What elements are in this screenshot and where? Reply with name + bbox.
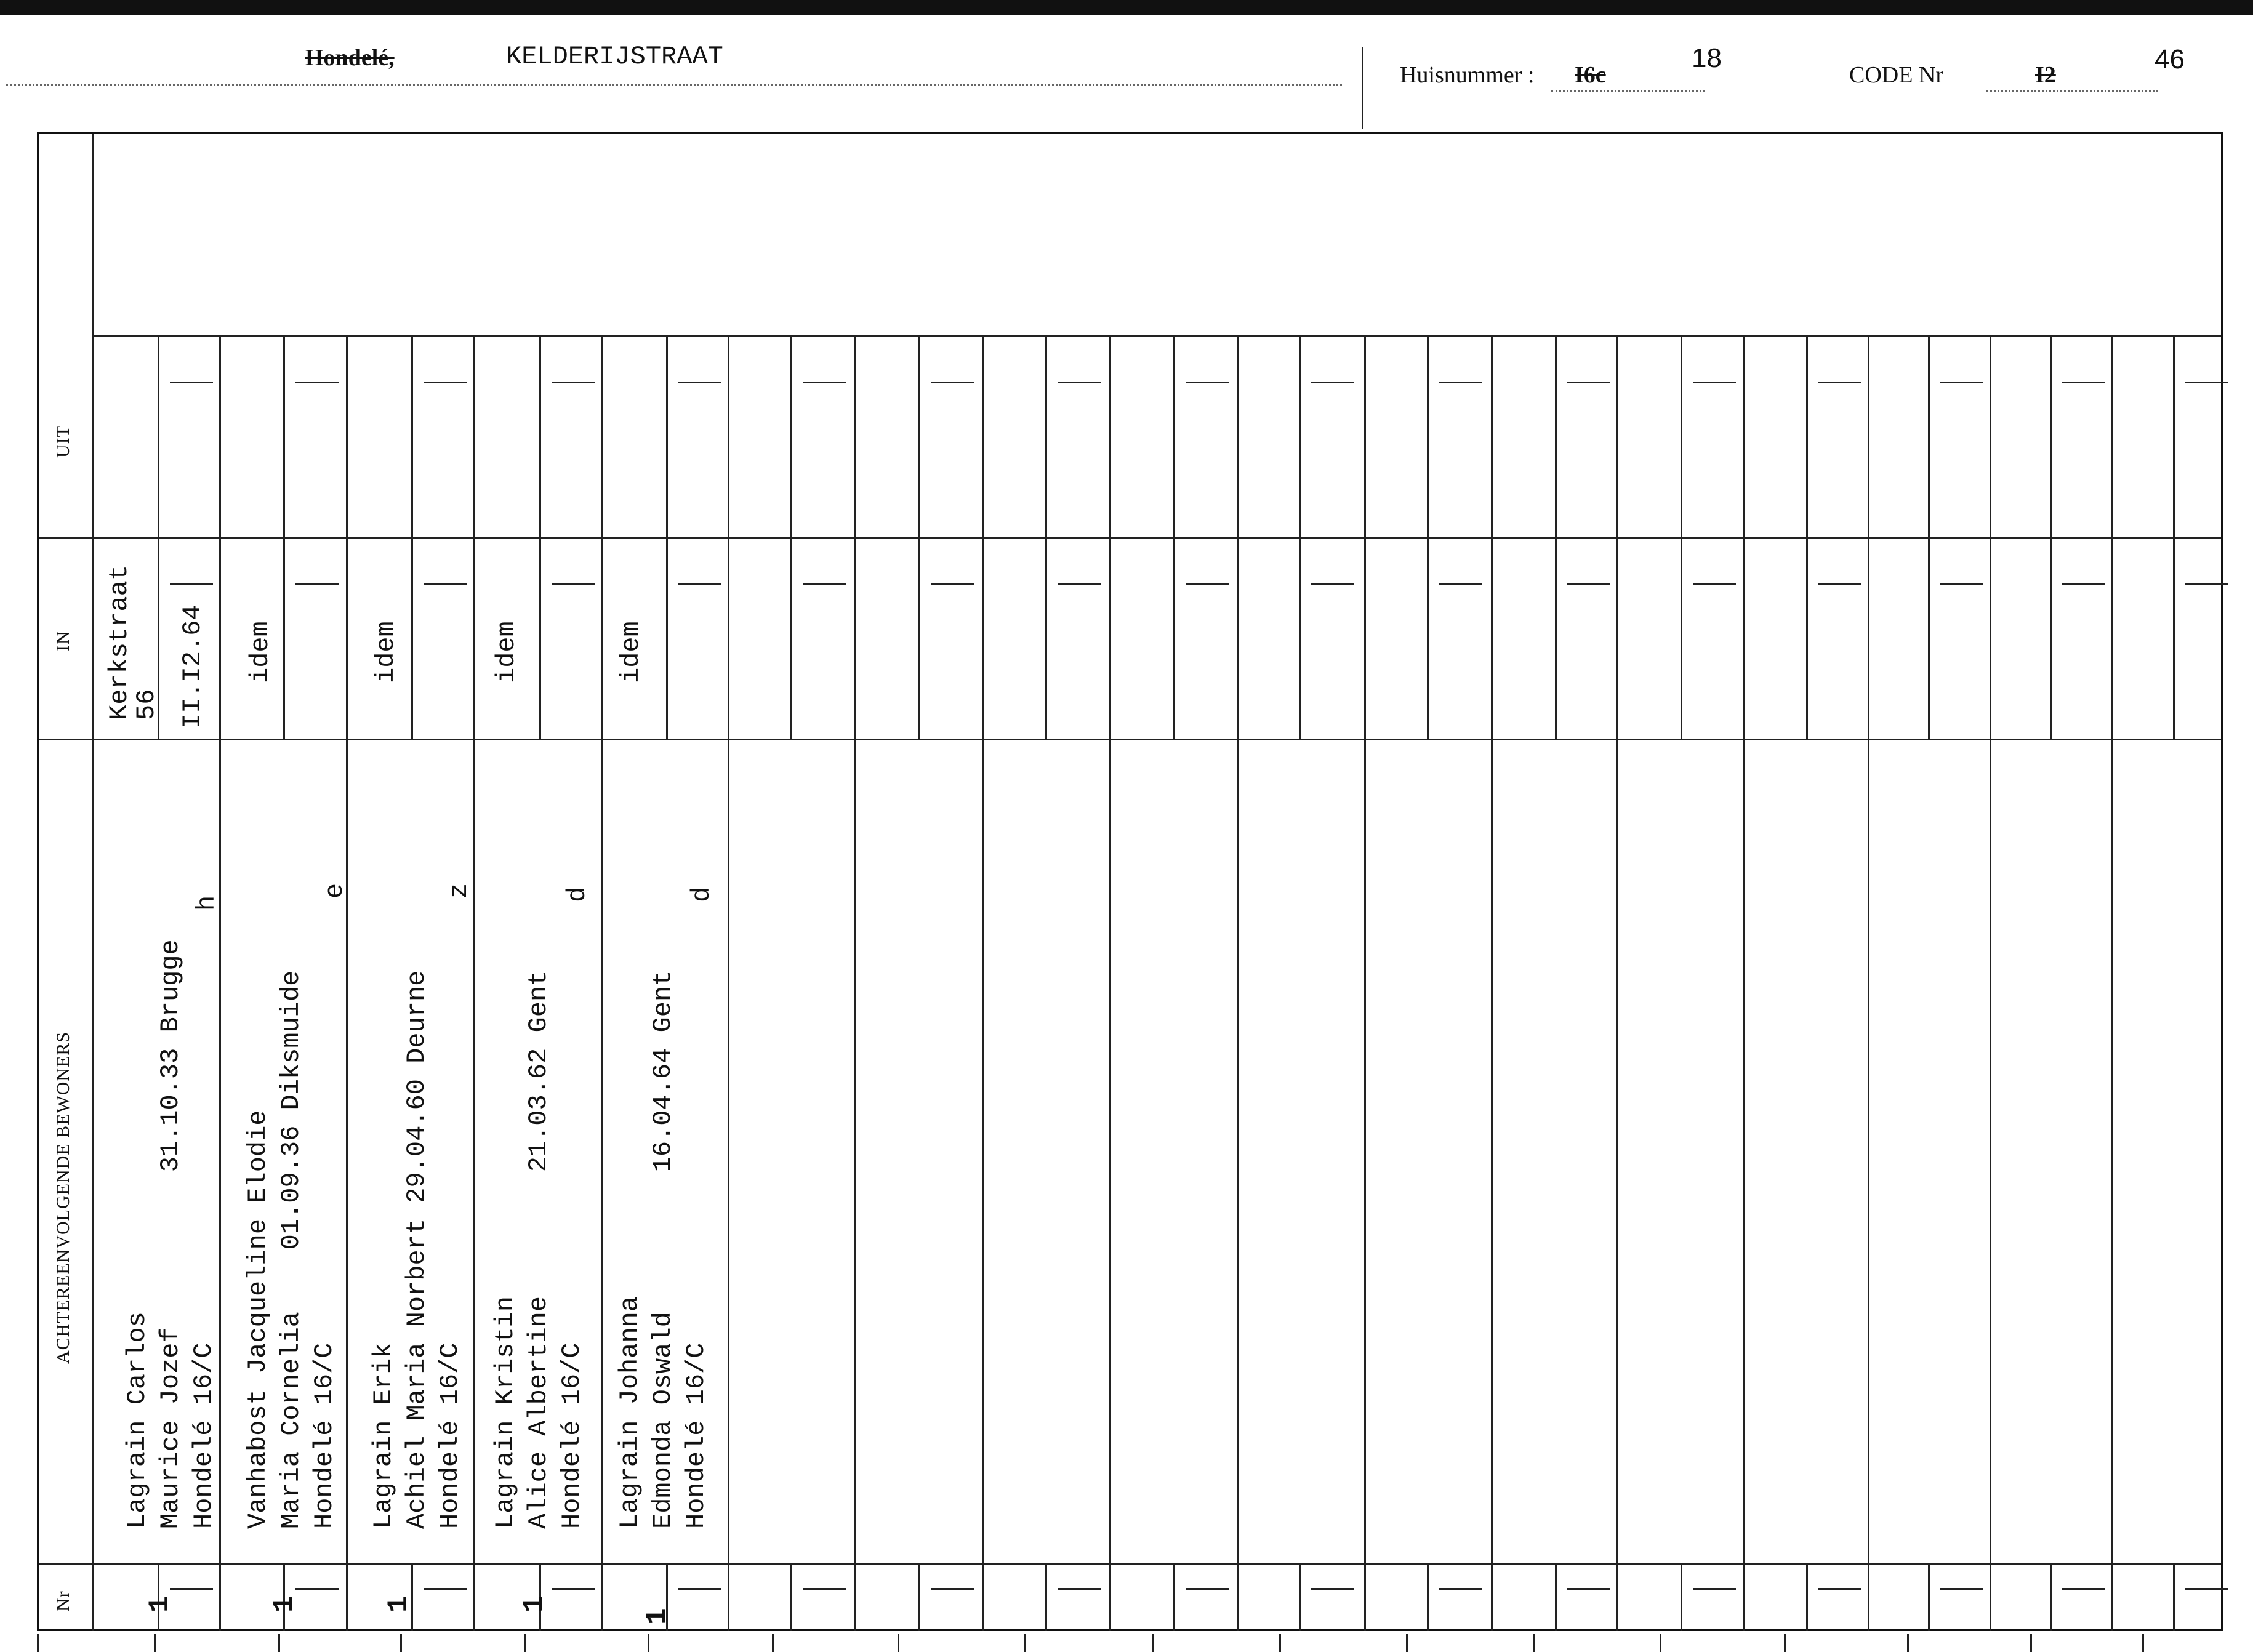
marker: h — [192, 895, 222, 911]
column-dash — [552, 1588, 595, 1590]
column-line — [473, 335, 475, 1631]
column-dash — [1940, 1588, 1983, 1590]
column-line — [1491, 335, 1493, 1631]
column-line — [1743, 335, 1745, 1631]
street-name: KELDERIJSTRAAT — [506, 42, 723, 71]
sub-column-line — [2050, 1563, 2052, 1631]
column-dash — [803, 382, 846, 383]
in-address: idem — [246, 621, 275, 683]
column-line — [1990, 335, 1991, 1631]
column-dash — [1311, 382, 1354, 383]
column-dash — [803, 583, 846, 585]
column-dash — [931, 1588, 974, 1590]
column-dash — [1439, 583, 1482, 585]
marker: z — [444, 883, 474, 899]
column-dash — [803, 1588, 846, 1590]
column-line — [2111, 335, 2113, 1631]
sub-column-line — [1806, 335, 1808, 739]
bottom-tick — [1152, 1634, 1154, 1652]
in-address: idem — [616, 621, 646, 683]
column-dash — [2185, 382, 2228, 383]
column-dash — [1693, 1588, 1736, 1590]
column-dash — [1186, 1588, 1229, 1590]
label-uit: UIT — [53, 425, 73, 458]
resident-line: Maurice Jozef 31.10.33 Brugge — [156, 939, 185, 1529]
bottom-tick — [278, 1634, 280, 1652]
column-dash — [170, 583, 213, 585]
row-line-in-top — [39, 537, 2221, 539]
resident-line: Lagrain Kristin — [491, 1296, 520, 1529]
sub-column-line — [1045, 1563, 1047, 1631]
sub-column-line — [1045, 335, 1047, 739]
resident-line: Alice Albertine 21.03.62 Gent — [524, 970, 553, 1529]
resident-entry — [613, 971, 713, 1529]
resident-line: Maria Cornelia 01.09.36 Diksmuide — [276, 970, 306, 1529]
column-line — [601, 335, 603, 1631]
house-number-label: Huisnummer : — [1400, 62, 1535, 88]
column-line — [1109, 335, 1111, 1631]
column-dash — [2185, 583, 2228, 585]
scan-top-edge — [0, 0, 2253, 15]
sub-column-line — [1299, 1563, 1301, 1631]
resident-entry — [367, 971, 467, 1529]
bottom-tick — [898, 1634, 899, 1652]
column-dash — [678, 382, 721, 383]
column-dash — [1439, 1588, 1482, 1590]
code-number-label: CODE Nr — [1849, 62, 1944, 88]
resident-line: Hondelé 16/C — [557, 1342, 587, 1529]
resident-line: Lagrain Carlos — [122, 1312, 152, 1529]
column-dash — [170, 1588, 213, 1590]
column-dash — [295, 583, 339, 585]
bottom-tick — [1533, 1634, 1535, 1652]
sub-column-line — [790, 335, 792, 739]
house-number-struck: I6c — [1575, 62, 1606, 88]
column-line — [1364, 335, 1366, 1631]
label-in: IN — [53, 630, 73, 651]
column-dash — [1058, 382, 1101, 383]
column-dash — [1186, 583, 1229, 585]
column-line — [1237, 335, 1239, 1631]
sub-column-line — [2173, 1563, 2175, 1631]
column-dash — [1567, 1588, 1610, 1590]
header-separator — [1362, 47, 1363, 129]
sub-column-line — [1806, 1563, 1808, 1631]
column-dash — [1693, 382, 1736, 383]
sub-column-line — [1427, 1563, 1429, 1631]
sub-column-line — [918, 1563, 920, 1631]
column-dash — [2062, 382, 2105, 383]
header-place — [305, 44, 395, 71]
sub-column-line — [1555, 335, 1557, 739]
column-line — [1616, 335, 1618, 1631]
column-dash — [931, 583, 974, 585]
struck-place: Hondelé, — [305, 45, 395, 71]
bottom-tick — [2030, 1634, 2032, 1652]
sub-column-line — [1681, 1563, 1682, 1631]
resident-line: Edmonda Oswald 16.04.64 Gent — [648, 970, 678, 1529]
column-dash — [1186, 382, 1229, 383]
resident-entry — [121, 939, 220, 1529]
column-dash — [295, 1588, 339, 1590]
column-dash — [1940, 382, 1983, 383]
marker: d — [687, 886, 717, 902]
row-line-bewoners-top — [39, 739, 2221, 740]
sub-column-line — [918, 335, 920, 739]
column-dash — [1818, 583, 1861, 585]
entry-number: 1 — [383, 1595, 415, 1613]
code-dotted-line — [1986, 90, 2158, 92]
column-dash — [678, 1588, 721, 1590]
bottom-tick — [772, 1634, 774, 1652]
sub-column-line — [1928, 335, 1930, 739]
resident-line: Hondelé 16/C — [310, 1342, 339, 1529]
sub-column-line — [1555, 1563, 1557, 1631]
sub-column-line — [539, 335, 541, 739]
bottom-tick — [2142, 1634, 2144, 1652]
resident-line: Hondelé 16/C — [189, 1342, 219, 1529]
entry-number: 1 — [144, 1595, 176, 1613]
label-bewoners: ACHTEREENVOLGENDE BEWONERS — [53, 1031, 73, 1364]
column-line — [1868, 335, 1869, 1631]
column-line — [728, 335, 729, 1631]
resident-line: Hondelé 16/C — [681, 1342, 711, 1529]
sub-column-line — [1928, 1563, 1930, 1631]
column-dash — [1567, 583, 1610, 585]
column-dash — [2062, 583, 2105, 585]
label-column-line — [92, 134, 94, 1631]
column-line — [982, 335, 984, 1631]
column-dash — [424, 1588, 467, 1590]
street-dotted-line — [6, 84, 1342, 86]
column-dash — [678, 583, 721, 585]
sub-column-line — [411, 335, 413, 739]
sub-column-line — [2173, 335, 2175, 739]
house-dotted-line — [1551, 90, 1705, 92]
row-line-nr-top — [39, 1563, 2221, 1565]
column-dash — [931, 382, 974, 383]
resident-line: Lagrain Johanna — [615, 1296, 645, 1529]
sub-column-line — [1173, 1563, 1175, 1631]
in-address: idem — [371, 621, 401, 683]
column-dash — [552, 382, 595, 383]
column-dash — [1818, 382, 1861, 383]
sub-column-line — [790, 1563, 792, 1631]
bottom-tick — [1024, 1634, 1026, 1652]
resident-line: Vanhabost Jacqueline Elodie — [243, 1110, 273, 1529]
column-dash — [424, 583, 467, 585]
bottom-tick — [524, 1634, 526, 1652]
column-dash — [1311, 583, 1354, 585]
bottom-tick — [154, 1634, 156, 1652]
bottom-tick — [37, 1634, 39, 1652]
resident-line: Achiel Maria Norbert 29.04.60 Deurne — [402, 970, 432, 1529]
bottom-tick — [1660, 1634, 1661, 1652]
column-dash — [552, 583, 595, 585]
code-number-struck: I2 — [2035, 62, 2056, 88]
column-dash — [1311, 1588, 1354, 1590]
sub-column-line — [1173, 335, 1175, 739]
bottom-tick — [1406, 1634, 1408, 1652]
column-dash — [1693, 583, 1736, 585]
column-dash — [170, 382, 213, 383]
column-dash — [2185, 1588, 2228, 1590]
column-dash — [1567, 382, 1610, 383]
entry-number: 1 — [268, 1595, 300, 1613]
sub-column-line — [1681, 335, 1682, 739]
entry-number: 1 — [518, 1595, 550, 1613]
in-address: idem — [492, 621, 521, 683]
in-date: II.I2.64 — [178, 604, 207, 729]
column-dash — [1439, 382, 1482, 383]
bottom-tick — [648, 1634, 649, 1652]
sub-column-line — [666, 335, 668, 739]
code-number-value: 46 — [2155, 44, 2185, 74]
resident-line: Lagrain Erik — [369, 1342, 398, 1529]
bottom-tick — [1784, 1634, 1786, 1652]
sub-column-line — [2050, 335, 2052, 739]
column-dash — [2062, 1588, 2105, 1590]
register-table — [37, 132, 2223, 1631]
column-dash — [295, 382, 339, 383]
sub-column-line — [1299, 335, 1301, 739]
marker: d — [563, 886, 592, 902]
column-dash — [424, 382, 467, 383]
marker: e — [320, 883, 350, 899]
column-line — [854, 335, 856, 1631]
sub-column-line — [1427, 335, 1429, 739]
in-address: Kerkstraat 56 — [105, 564, 161, 720]
bottom-tick — [1907, 1634, 1909, 1652]
resident-line: Hondelé 16/C — [435, 1342, 465, 1529]
bottom-tick — [400, 1634, 402, 1652]
sub-column-line — [283, 335, 285, 739]
entry-number: 1 — [641, 1608, 673, 1625]
column-dash — [1058, 1588, 1101, 1590]
column-dash — [1940, 583, 1983, 585]
column-dash — [1818, 1588, 1861, 1590]
bottom-tick — [1279, 1634, 1281, 1652]
resident-entry — [241, 971, 341, 1529]
label-nr: Nr — [53, 1590, 73, 1611]
column-line — [346, 335, 348, 1631]
column-dash — [1058, 583, 1101, 585]
resident-entry — [489, 971, 588, 1529]
house-number-value: 18 — [1692, 43, 1722, 73]
